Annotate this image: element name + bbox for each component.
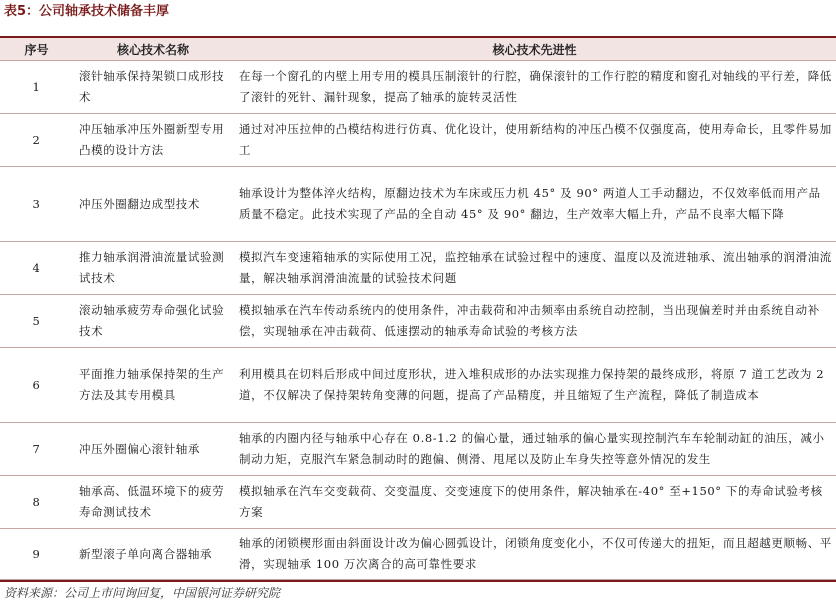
- row-advantage: 通过对冲压拉伸的凸模结构进行仿真、优化设计，使用新结构的冲压凸模不仅强度高，使用寿命长，且零件易加工: [233, 114, 836, 167]
- table-row: [0, 476, 836, 529]
- row-advantage: 模拟汽车变速箱轴承的实际使用工况，监控轴承在试验过程中的速度、温度以及流进轴承、流出轴承的润滑油流量，解决轴承润滑油流量的试验技术问题: [233, 242, 836, 295]
- row-seq: 4: [0, 242, 73, 295]
- table-row: [0, 242, 836, 295]
- table-row: [0, 529, 836, 580]
- row-name: 新型滚子单向离合器轴承: [73, 529, 233, 580]
- row-seq: 1: [0, 61, 73, 114]
- row-advantage: 模拟轴承在汽车传动系统内的使用条件，冲击载荷和冲击频率由系统自动控制，当出现偏差时并由系统自动补偿，实现轴承在冲击载荷、低速摆动的轴承寿命试验的考核方法: [233, 295, 836, 348]
- row-advantage: 轴承的闭锁楔形面由斜面设计改为偏心圆弧设计，闭锁角度变化小，不仅可传递大的扭矩，而且超越更顺畅、平滑，实现轴承 100 万次离合的高可靠性要求: [233, 529, 836, 580]
- table-row: [0, 114, 836, 167]
- row-seq: 5: [0, 295, 73, 348]
- row-seq: 7: [0, 423, 73, 476]
- row-name: 冲压轴承冲压外圈新型专用凸模的设计方法: [73, 114, 233, 167]
- header-name: 核心技术名称: [73, 38, 233, 61]
- row-name: 推力轴承润滑油流量试验测试技术: [73, 242, 233, 295]
- table-row: [0, 61, 836, 114]
- source-note: 资料来源：公司上市问询回复，中国银河证券研究院: [4, 586, 281, 600]
- table-row: [0, 423, 836, 476]
- row-advantage: 在每一个窗孔的内壁上用专用的模具压制滚针的行腔，确保滚针的工作行腔的精度和窗孔对轴线的平行差，降低了滚针的死针、漏针现象，提高了轴承的旋转灵活性: [233, 61, 836, 114]
- header-advantage: 核心技术先进性: [233, 38, 836, 61]
- table-caption: 表5：公司轴承技术储备丰厚: [4, 4, 170, 19]
- row-name: 冲压外圈翻边成型技术: [73, 167, 233, 242]
- row-advantage: 利用模具在切料后形成中间过度形状，进入堆积成形的办法实现推力保持架的最终成形，将原 7 道工艺改为 2 道，不仅解决了保持架转角变薄的问题，提高了产品精度，并且缩短了生产流程，降低了制造成本: [233, 348, 836, 423]
- row-advantage: 模拟轴承在汽车交变载荷、交变温度、交变速度下的使用条件，解决轴承在-40° 至+150° 下的寿命试验考核方案: [233, 476, 836, 529]
- row-seq: 2: [0, 114, 73, 167]
- row-advantage: 轴承的内圈内径与轴承中心存在 0.8-1.2 的偏心量，通过轴承的偏心量实现控制汽车车轮制动缸的油压，减小制动力矩，克服汽车紧急制动时的跑偏、侧滑、甩尾以及防止车身失控等意外情况的发生: [233, 423, 836, 476]
- row-seq: 8: [0, 476, 73, 529]
- row-seq: 6: [0, 348, 73, 423]
- tech-table: [0, 38, 836, 580]
- row-seq: 3: [0, 167, 73, 242]
- table-header: [0, 38, 836, 61]
- row-name: 轴承高、低温环境下的疲劳寿命测试技术: [73, 476, 233, 529]
- row-name: 滚动轴承疲劳寿命强化试验技术: [73, 295, 233, 348]
- row-name: 平面推力轴承保持架的生产方法及其专用模具: [73, 348, 233, 423]
- header-seq: 序号: [0, 38, 73, 61]
- row-advantage: 轴承设计为整体淬火结构，原翻边技术为车床或压力机 45° 及 90° 两道人工手动翻边，不仅效率低而用产品质量不稳定。此技术实现了产品的全自动 45° 及 90° 翻边，生产效率大幅上升，产品不良率大幅下降: [233, 167, 836, 242]
- table-row: [0, 348, 836, 423]
- bottom-rule: [0, 580, 836, 582]
- row-name: 滚针轴承保持架锁口成形技术: [73, 61, 233, 114]
- table-row: [0, 295, 836, 348]
- row-seq: 9: [0, 529, 73, 580]
- row-name: 冲压外圈偏心滚针轴承: [73, 423, 233, 476]
- table-row: [0, 167, 836, 242]
